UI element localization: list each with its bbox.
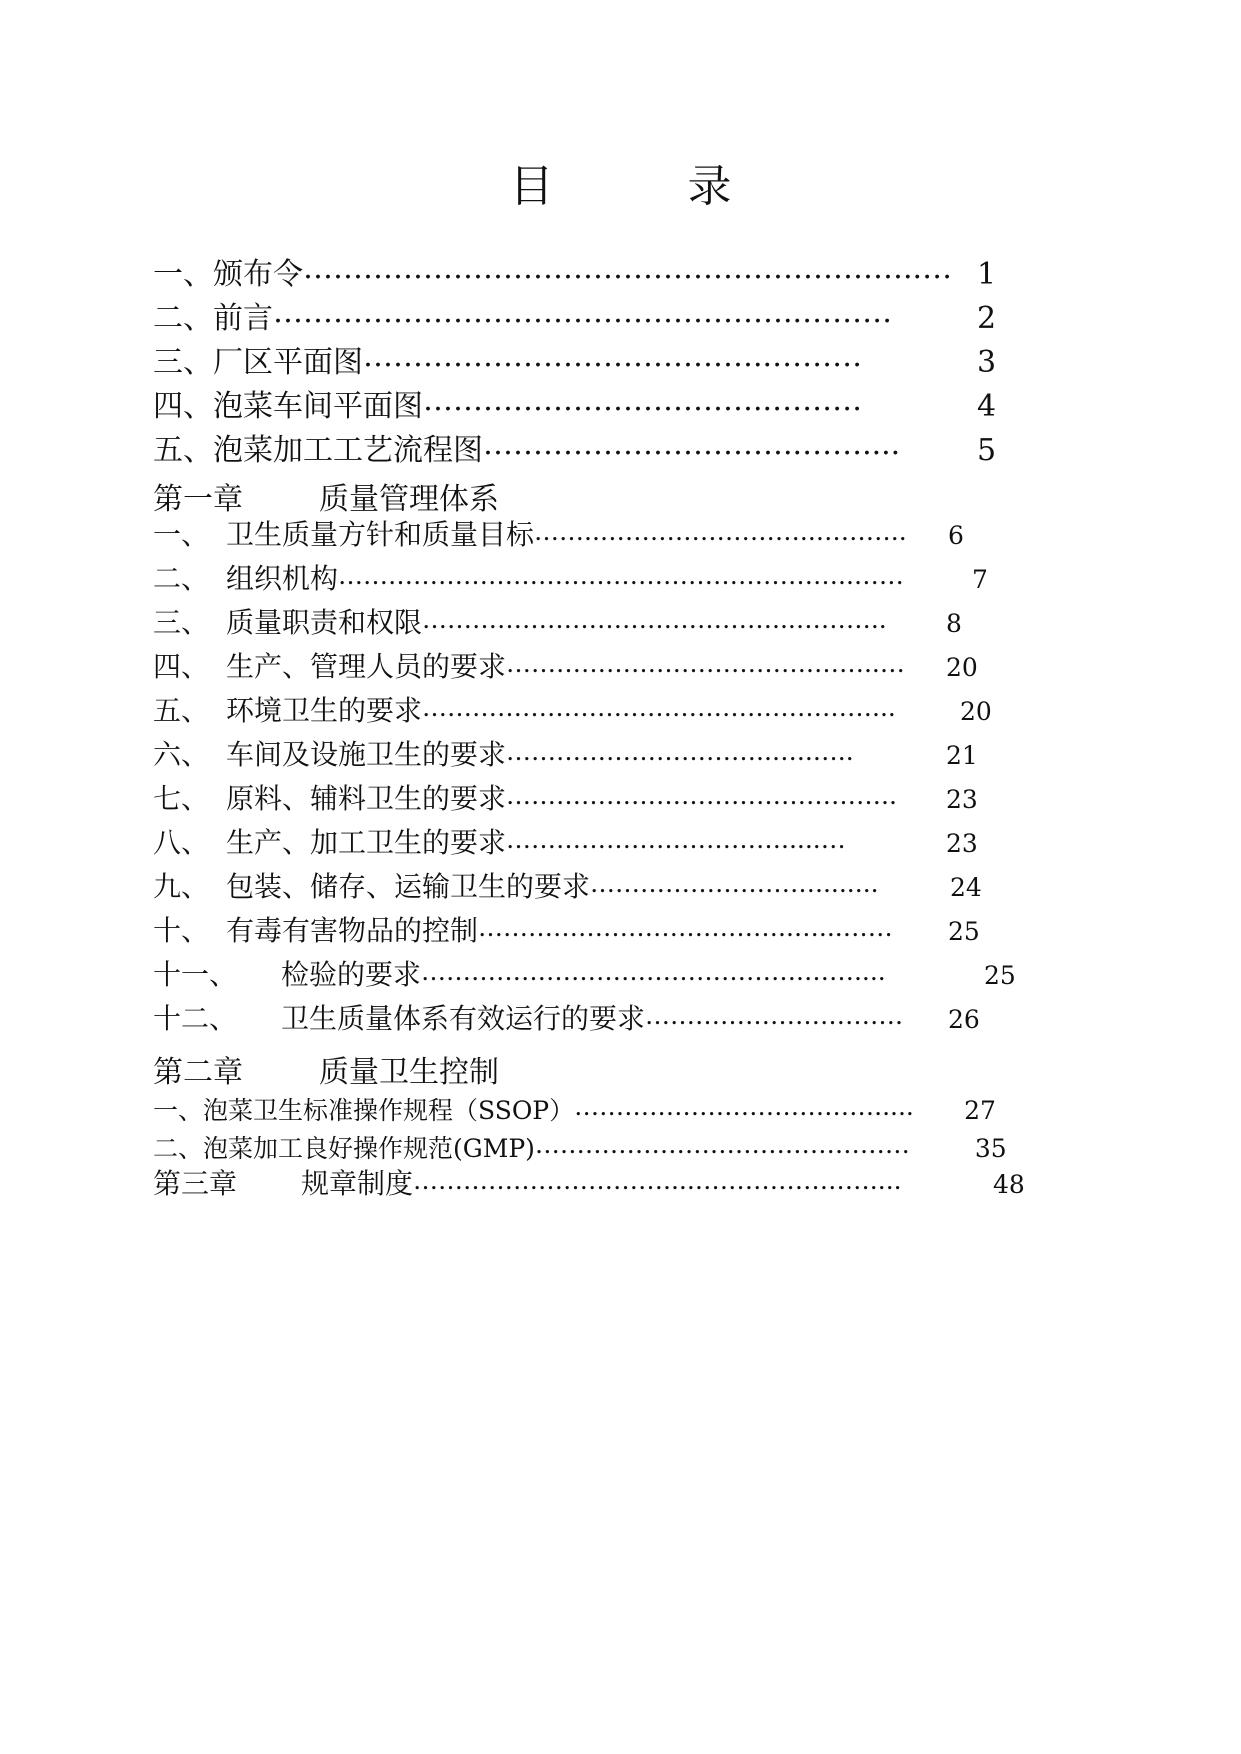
toc-page-number: 24	[950, 873, 982, 902]
toc-dot-leader: ……………………………….....	[574, 1094, 914, 1119]
toc-dot-leader: ……………………………….……..…	[506, 651, 905, 676]
toc-entry[interactable]	[153, 1003, 980, 1033]
toc-entry-label: 卫生质量体系有效运行的要求	[281, 1002, 646, 1035]
toc-entry-label: 检验的要求	[281, 958, 422, 991]
toc-entry-number: 十二、	[153, 1002, 238, 1035]
toc-dot-leader: …………………………….....…	[506, 827, 846, 852]
toc-entry[interactable]	[153, 519, 964, 549]
toc-entry-number: 二、	[153, 562, 210, 595]
toc-entry-label: 包装、储存、运输卫生的要求	[226, 870, 591, 903]
toc-entry-label: 组织机构	[226, 562, 339, 595]
toc-dot-leader: ……………………………………………..………	[273, 298, 893, 328]
toc-entry-label: 车间及设施卫生的要求	[226, 738, 507, 771]
toc-entry-label: 卫生质量方针和质量目标	[226, 518, 535, 551]
toc-dot-leader: …………………………………..………	[363, 342, 863, 372]
toc-dot-leader: ………………………….	[645, 1003, 903, 1028]
toc-entry-number: 三、	[153, 606, 210, 639]
toc-page-number: 26	[948, 1005, 980, 1034]
toc-page-number: 25	[948, 917, 980, 946]
toc-entry[interactable]	[153, 607, 962, 637]
toc-entry-number: 七、	[153, 782, 210, 815]
toc-page-number: 20	[946, 653, 978, 682]
toc-entry-label: 四、泡菜车间平面图	[153, 389, 423, 424]
toc-page-number: 8	[946, 609, 962, 638]
toc-entry-label: 二、泡菜加工良好操作规范(GMP)	[153, 1134, 535, 1163]
toc-entry-process-flow[interactable]	[153, 430, 996, 466]
toc-dot-leader: ………………………………………..	[506, 783, 897, 808]
toc-entry-label: 生产、加工卫生的要求	[226, 826, 507, 859]
toc-page-number: 27	[964, 1096, 996, 1125]
toc-page-number: 7	[972, 565, 988, 594]
toc-entry-site-plan[interactable]	[153, 342, 996, 378]
page-title: 目 录	[509, 161, 792, 212]
toc-page-number: 4	[977, 389, 997, 424]
toc-entry-label: 环境卫生的要求	[226, 694, 423, 727]
chapter-number: 第三章	[153, 1167, 238, 1200]
chapter-3-heading[interactable]	[153, 1168, 1025, 1198]
toc-entry-label: 一、颁布令	[153, 257, 303, 292]
toc-entry-label: 原料、辅料卫生的要求	[226, 782, 507, 815]
chapter-title: 质量管理体系	[319, 482, 499, 517]
chapter-title: 规章制度	[301, 1167, 414, 1200]
toc-dot-leader: ………………………………..…...……	[478, 915, 893, 940]
toc-page-number: 1	[977, 257, 997, 292]
toc-page-number: 23	[946, 785, 978, 814]
toc-page-number: 5	[977, 433, 997, 468]
toc-page-number: 20	[960, 697, 992, 726]
toc-entry-gmp[interactable]	[153, 1132, 1007, 1161]
toc-page-number: 6	[948, 521, 964, 550]
toc-dot-leader: ……………………………………………………..…	[303, 254, 953, 284]
chapter-1-heading[interactable]	[153, 474, 499, 518]
toc-entry[interactable]	[153, 739, 978, 769]
toc-dot-leader: ……………………………………...………..	[422, 607, 887, 632]
toc-entry-number: 九、	[153, 870, 210, 903]
toc-dot-leader: ………………………........	[590, 871, 879, 896]
toc-dot-leader: …………………………..……....	[483, 430, 901, 460]
toc-page-number: 3	[977, 345, 997, 380]
toc-dot-leader: ……………………………..………	[423, 386, 863, 416]
chapter-2-heading[interactable]	[153, 1047, 499, 1091]
toc-dot-leader: …………………………....…………………....	[413, 1168, 902, 1193]
toc-entry[interactable]	[153, 827, 978, 857]
toc-entry[interactable]	[153, 783, 978, 813]
toc-entry-ssop[interactable]	[153, 1094, 996, 1123]
toc-entry-label: 二、前言	[153, 301, 273, 336]
toc-dot-leader: …………………………..…..…..	[506, 739, 854, 764]
toc-entry-number: 五、	[153, 694, 210, 727]
toc-entry-label: 三、厂区平面图	[153, 345, 363, 380]
toc-entry-label: 五、泡菜加工工艺流程图	[153, 433, 483, 468]
toc-entry-label: 质量职责和权限	[226, 606, 423, 639]
toc-entry[interactable]	[153, 563, 988, 593]
toc-dot-leader: ……………………………………….……....	[421, 959, 886, 984]
toc-entry-preface[interactable]	[153, 298, 996, 334]
toc-entry-promulgation[interactable]	[153, 254, 996, 290]
toc-entry-workshop-plan[interactable]	[153, 386, 996, 422]
toc-entry-label: 一、泡菜卫生标准操作规程（SSOP）	[153, 1096, 575, 1125]
chapter-number: 第二章	[153, 1055, 243, 1090]
toc-entry[interactable]	[153, 959, 1016, 989]
toc-entry-label: 生产、管理人员的要求	[226, 650, 507, 683]
toc-entry-label: 有毒有害物品的控制	[226, 914, 479, 947]
toc-entry-number: 十一、	[153, 958, 238, 991]
toc-page-number: 25	[984, 961, 1016, 990]
toc-entry-number: 一、	[153, 518, 210, 551]
toc-page-number: 21	[946, 741, 978, 770]
toc-entry-number: 八、	[153, 826, 210, 859]
toc-dot-leader: ………………………………………………...	[422, 695, 896, 720]
toc-page-number: 35	[974, 1134, 1007, 1163]
toc-dot-leader: ……………………………………………………..……	[338, 563, 904, 588]
toc-page-number: 2	[977, 301, 997, 336]
toc-entry[interactable]	[153, 695, 992, 725]
toc-page-number: 23	[946, 829, 978, 858]
toc-entry[interactable]	[153, 915, 980, 945]
toc-entry-number: 十、	[153, 914, 210, 947]
toc-entry-number: 六、	[153, 738, 210, 771]
toc-entry[interactable]	[153, 871, 982, 901]
toc-dot-leader: ………………………………………	[534, 1132, 910, 1157]
toc-entry[interactable]	[153, 651, 978, 681]
chapter-number: 第一章	[153, 482, 243, 517]
chapter-title: 质量卫生控制	[319, 1055, 499, 1090]
toc-entry-number: 四、	[153, 650, 210, 683]
toc-page-number: 48	[993, 1170, 1025, 1199]
toc-dot-leader: ……..……………………..………..	[534, 519, 907, 544]
